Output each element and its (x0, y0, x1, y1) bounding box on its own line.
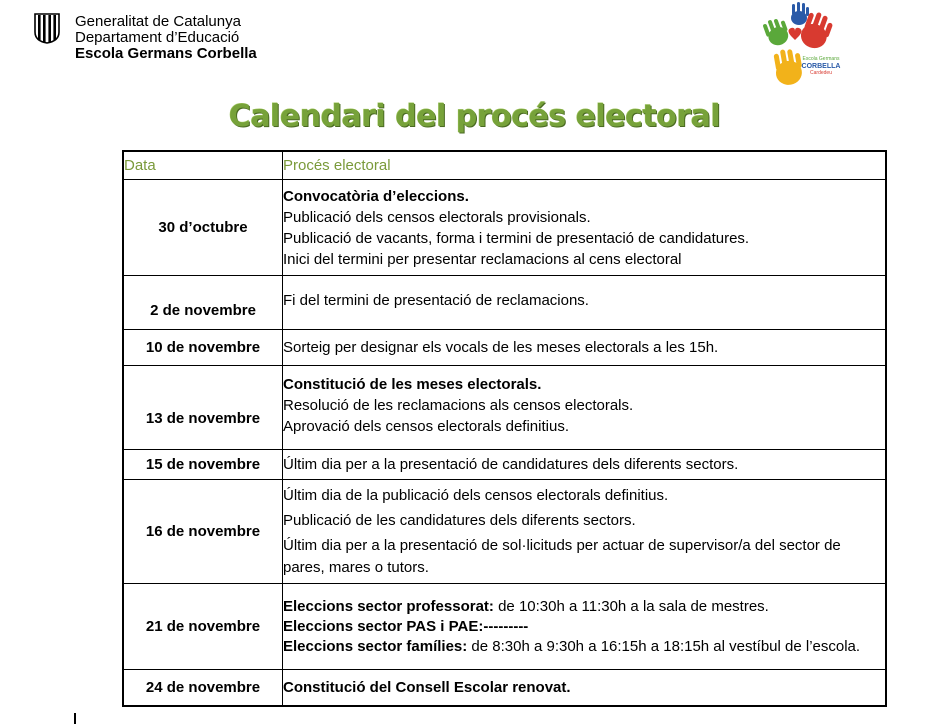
row-date: 24 de novembre (123, 670, 283, 706)
row-process (283, 480, 887, 584)
election-detail: de 10:30h a 11:30h a la sala de mestres. (493, 597, 769, 615)
school-hands-logo (755, 2, 851, 94)
election-label: Eleccions sector professorat: (283, 597, 494, 615)
row-process (283, 330, 887, 366)
row-date: 21 de novembre (123, 584, 283, 670)
column-header-date: Data (123, 151, 283, 180)
row-line: Inici del termini per presentar reclamacions al cens electoral (283, 250, 682, 268)
row-line: Publicació dels censos electorals provisionals. (283, 208, 591, 226)
table-row (123, 276, 886, 330)
table-row (123, 670, 886, 706)
table-row (123, 180, 886, 276)
row-line: Últim dia per a la presentació de sol·licituds per actuar de supervisor/a del sector de pares, mares o tutors. (283, 536, 841, 576)
row-process (283, 584, 887, 670)
logo-text-1: Escola Germans (802, 56, 840, 62)
election-label: Eleccions sector PAS i PAE:--------- (283, 617, 529, 635)
row-line: Fi del termini de presentació de reclamacions. (283, 292, 589, 309)
page-title: Calendari del procés electoral (228, 99, 721, 134)
row-line: Últim dia de la publicació dels censos electorals definitius. (283, 486, 669, 504)
row-date: 13 de novembre (123, 366, 283, 450)
table-row (123, 480, 886, 584)
row-process (283, 670, 887, 706)
generalitat-name: Generalitat de Catalunya (75, 13, 241, 30)
row-date: 16 de novembre (123, 480, 283, 584)
row-date: 2 de novembre (123, 276, 283, 330)
table-row (123, 584, 886, 670)
row-heading: Convocatòria d’eleccions. (283, 187, 469, 205)
election-line (283, 597, 885, 617)
row-process (283, 450, 887, 480)
row-heading: Constitució de les meses electorals. (283, 376, 542, 393)
row-date: 15 de novembre (123, 450, 283, 480)
logo-text-3: Cardedeu (810, 70, 832, 76)
row-date: 10 de novembre (123, 330, 283, 366)
school-name: Escola Germans Corbella (75, 45, 257, 62)
election-detail: de 8:30h a 9:30h a 16:15h a 18:15h al vestíbul de l’escola. (467, 637, 861, 655)
row-process (283, 366, 887, 450)
row-process (283, 180, 887, 276)
header-text (75, 14, 257, 62)
row-heading: Constitució del Consell Escolar renovat. (283, 678, 571, 696)
election-line (283, 617, 885, 637)
table-row (123, 366, 886, 450)
election-label: Eleccions sector famílies: (283, 637, 468, 655)
row-line: Sorteig per designar els vocals de les meses electorals a les 15h. (283, 339, 719, 356)
text-cursor (74, 713, 76, 724)
row-process (283, 276, 887, 330)
row-line: Resolució de les reclamacions als censos electorals. (283, 397, 634, 414)
row-line: Publicació de les candidatures dels diferents sectors. (283, 511, 636, 529)
electoral-calendar-table (122, 150, 887, 707)
table-header-row (123, 151, 886, 180)
generalitat-logo-icon (33, 12, 61, 44)
row-date: 30 d’octubre (123, 180, 283, 276)
department-name: Departament d’Educació (75, 29, 240, 46)
election-line (283, 637, 885, 657)
row-line: Publicació de vacants, forma i termini de presentació de candidatures. (283, 229, 750, 247)
table-row (123, 330, 886, 366)
row-line: Aprovació dels censos electorals definitius. (283, 418, 569, 435)
row-line: Últim dia per a la presentació de candidatures dels diferents sectors. (283, 456, 739, 473)
logo-text-2: CORBELLA (801, 63, 841, 70)
table-row (123, 450, 886, 480)
column-header-process: Procés electoral (283, 151, 887, 180)
